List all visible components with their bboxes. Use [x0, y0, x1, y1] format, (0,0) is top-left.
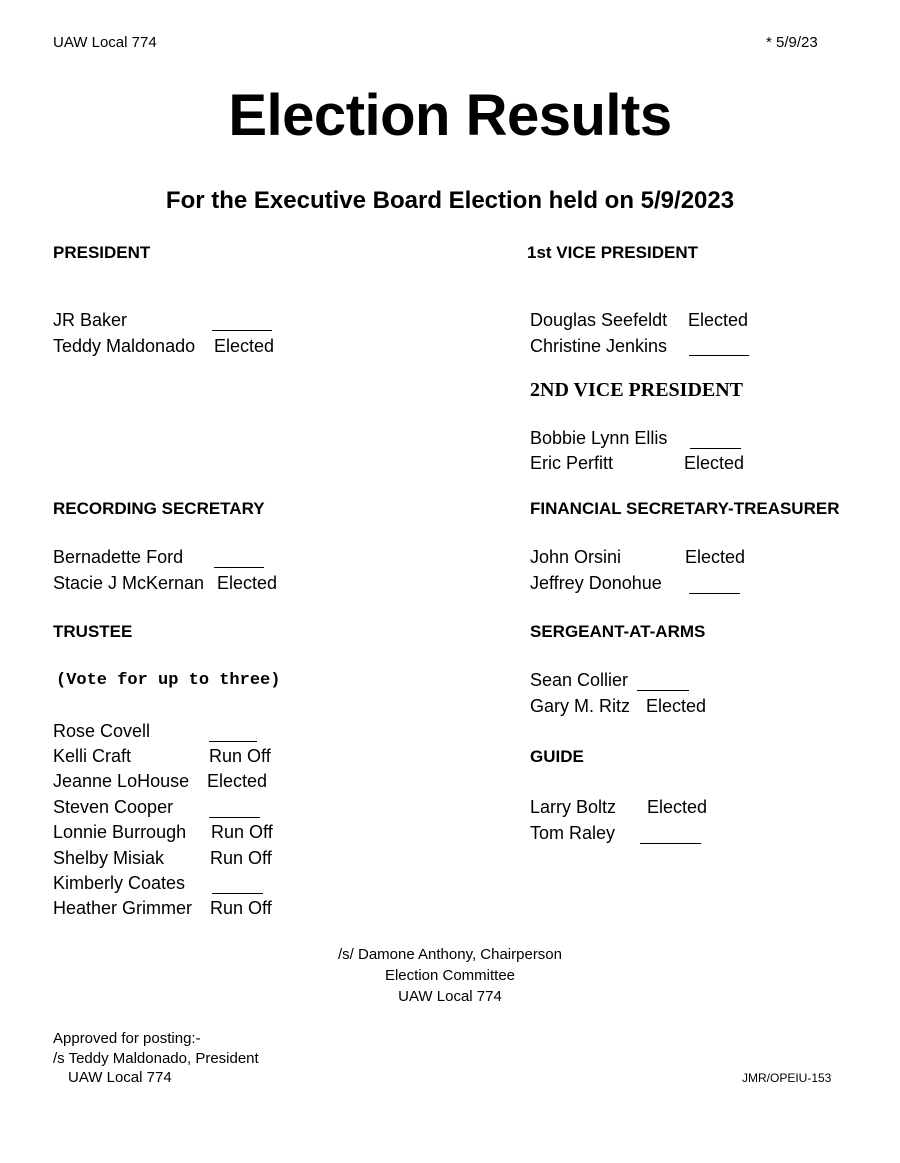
candidate-name: Tom Raley — [530, 823, 616, 843]
candidate-result: Run Off — [211, 822, 273, 842]
candidate-name: Rose Covell — [53, 721, 151, 741]
result-blank — [690, 434, 741, 449]
candidate-result: Run Off — [209, 746, 271, 766]
candidate-name: Lonnie Burrough — [53, 822, 187, 842]
office-title-financial-secretary: FINANCIAL SECRETARY-TREASURER — [530, 499, 840, 518]
candidate-result: Elected — [684, 453, 745, 473]
office-title-recording-secretary: RECORDING SECRETARY — [53, 499, 265, 518]
candidate-name: Jeanne LoHouse — [53, 771, 190, 791]
candidate-name: Gary M. Ritz — [530, 696, 631, 716]
candidate-name: Kimberly Coates — [53, 873, 186, 893]
header-local: UAW Local 774 — [53, 34, 157, 51]
trustee-vote-note: (Vote for up to three) — [56, 671, 281, 690]
candidate-name: Christine Jenkins — [530, 336, 668, 356]
result-blank — [212, 316, 272, 331]
signature-line-2: Election Committee — [384, 967, 516, 984]
result-blank — [214, 553, 264, 568]
candidate-result: Elected — [217, 573, 278, 593]
candidate-name: Bernadette Ford — [53, 547, 184, 567]
result-blank — [209, 727, 257, 742]
result-blank — [212, 879, 263, 894]
candidate-name: Shelby Misiak — [53, 848, 165, 868]
candidate-name: Eric Perfitt — [530, 453, 614, 473]
candidate-result: Elected — [685, 547, 746, 567]
office-title-first-vp: 1st VICE PRESIDENT — [527, 243, 698, 262]
office-title-president: PRESIDENT — [53, 243, 151, 262]
result-blank — [689, 341, 749, 356]
candidate-name: Teddy Maldonado — [53, 336, 196, 356]
candidate-result: Elected — [646, 696, 707, 716]
candidate-name: Heather Grimmer — [53, 898, 193, 918]
candidate-name: Douglas Seefeldt — [530, 310, 668, 330]
page-title: Election Results — [228, 83, 672, 148]
candidate-name: John Orsini — [530, 547, 622, 567]
candidate-name: Larry Boltz — [530, 797, 617, 817]
candidate-result: Elected — [688, 310, 749, 330]
page-subtitle: For the Executive Board Election held on 5/9/2023 — [165, 187, 735, 214]
candidate-name: Stacie J McKernan — [53, 573, 205, 593]
candidate-result: Elected — [647, 797, 708, 817]
signature-block — [0, 944, 900, 1007]
result-blank — [637, 676, 689, 691]
result-blank — [640, 829, 701, 844]
candidate-name: Kelli Craft — [53, 746, 132, 766]
candidate-name: Jeffrey Donohue — [530, 573, 662, 593]
approval-line-1: Approved for posting:- — [53, 1030, 201, 1047]
result-blank — [209, 803, 260, 818]
candidate-result: Elected — [214, 336, 275, 356]
office-title-guide: GUIDE — [530, 747, 584, 766]
office-title-second-vp: 2ND VICE PRESIDENT — [530, 379, 744, 401]
candidate-result: Run Off — [210, 848, 272, 868]
signature-line-3: UAW Local 774 — [398, 988, 502, 1005]
approval-line-3: UAW Local 774 — [68, 1069, 172, 1086]
approval-line-2: /s Teddy Maldonado, President — [53, 1050, 259, 1067]
candidate-name: JR Baker — [53, 310, 128, 330]
candidate-name: Steven Cooper — [53, 797, 174, 817]
candidate-result: Elected — [207, 771, 268, 791]
result-blank — [689, 579, 740, 594]
signature-line-1: /s/ Damone Anthony, Chairperson — [337, 946, 562, 963]
candidate-name: Bobbie Lynn Ellis — [530, 428, 668, 448]
office-title-trustee: TRUSTEE — [53, 622, 133, 641]
header-date: * 5/9/23 — [766, 34, 818, 51]
candidate-name: Sean Collier — [530, 670, 629, 690]
footer-code: JMR/OPEIU-153 — [742, 1071, 832, 1085]
office-title-sergeant-at-arms: SERGEANT-AT-ARMS — [530, 622, 706, 641]
candidate-result: Run Off — [210, 898, 272, 918]
